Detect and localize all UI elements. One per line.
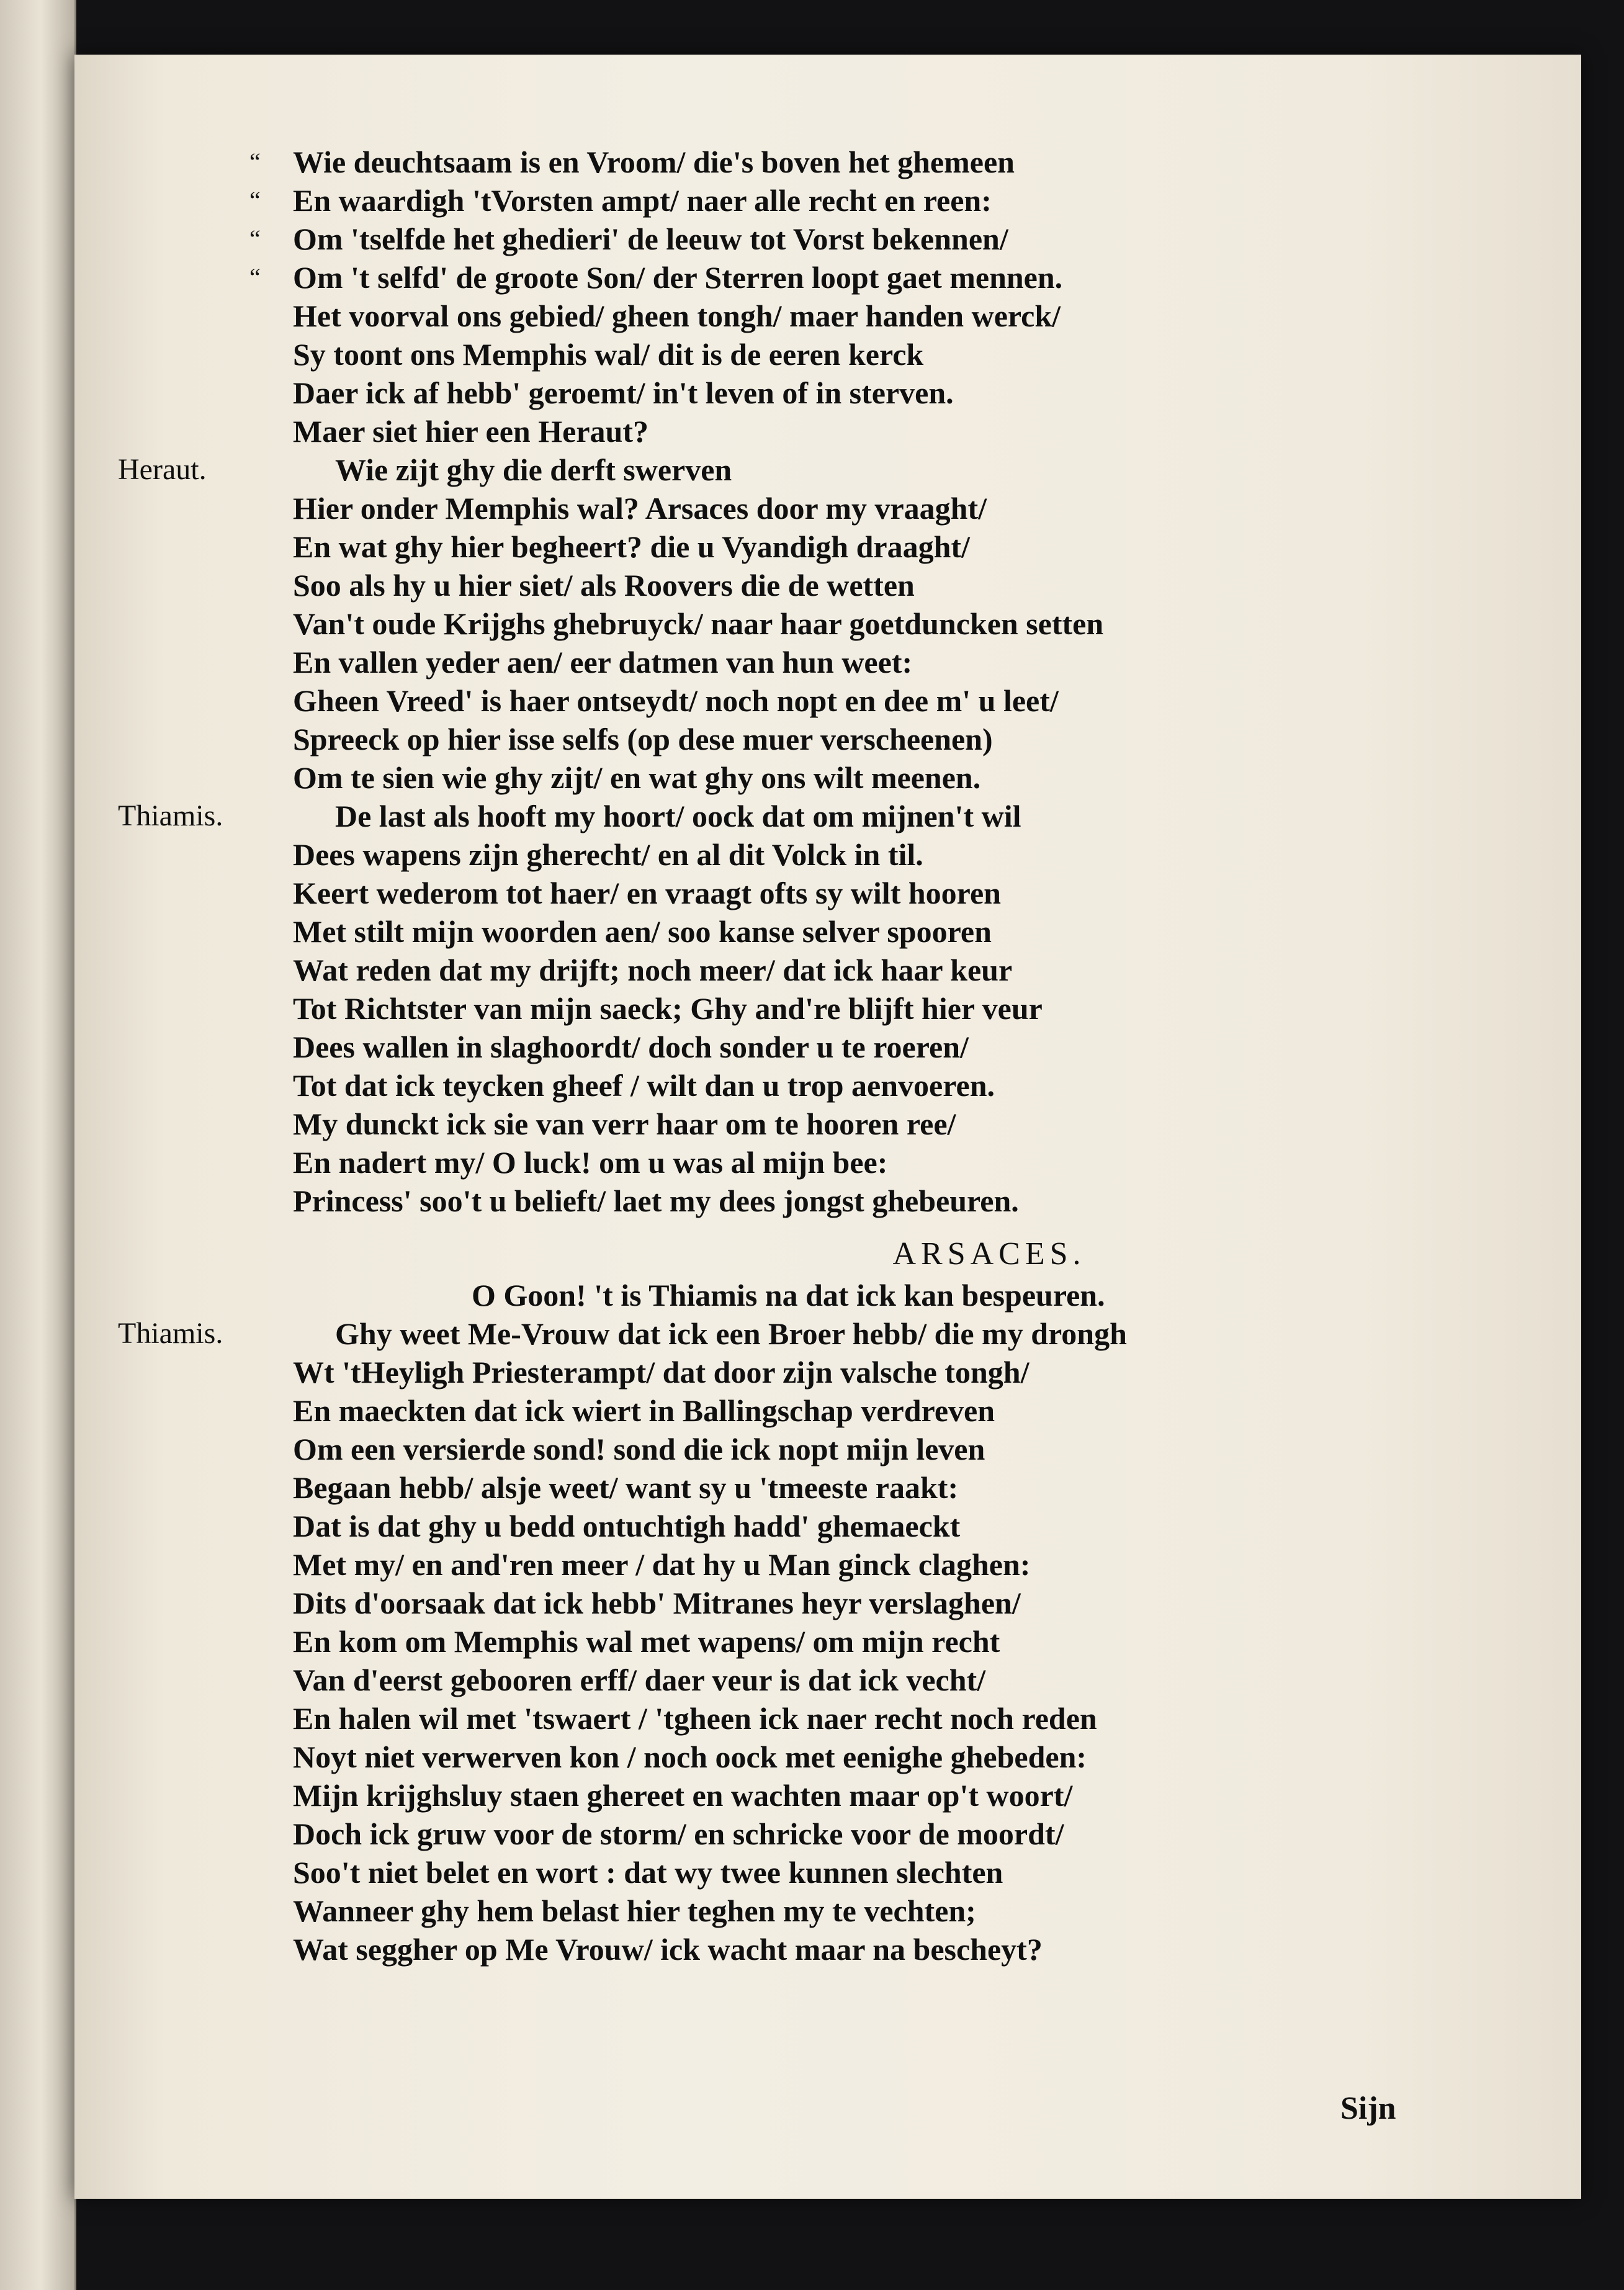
verse-text-line: Dees wapens zijn gherecht/ en al dit Volck in til. [293, 837, 923, 872]
verse-text-line: Om 'tselfde het ghedieri' de leeuw tot Vorst bekennen/ [293, 222, 1008, 256]
verse-line [74, 989, 1581, 1028]
verse-line [74, 1815, 1581, 1853]
verse-text-line: Gheen Vreed' is haer ontseydt/ noch nopt en dee m' u leet/ [293, 683, 1059, 718]
verse-line [74, 1066, 1581, 1105]
verse-line [74, 1353, 1581, 1391]
verse-text-line: O Goon! 't is Thiamis na dat ick kan bespeuren. [472, 1278, 1105, 1313]
verse-line [74, 951, 1581, 989]
verse-line [74, 566, 1581, 604]
verse-text-line: Dits d'oorsaak dat ick hebb' Mitranes heyr verslaghen/ [293, 1586, 1021, 1620]
verse-text-line: Tot Richtster van mijn saeck; Ghy and're blijft hier veur [293, 991, 1043, 1026]
book-page [74, 55, 1581, 2199]
verse-line [74, 1028, 1581, 1066]
verse-text-line: Wat seggher op Me Vrouw/ ick wacht maar na bescheyt? [293, 1932, 1043, 1967]
verse-text-line: Om een versierde sond! sond die ick nopt mijn leven [293, 1432, 985, 1466]
verse-text-line: Doch ick gruw voor de storm/ en schricke voor de moordt/ [293, 1816, 1064, 1851]
character-heading: ARSACES. [892, 1236, 1086, 1272]
verse-line [74, 335, 1581, 374]
verse-text-line: Soo't niet belet en wort : dat wy twee kunnen slechten [293, 1855, 1003, 1890]
verse-text-line: Met my/ en and'ren meer / dat hy u Man ginck claghen: [293, 1547, 1031, 1582]
verse-text-line: Wie deuchtsaam is en Vroom/ die's boven het ghemeen [293, 145, 1015, 179]
verse-text-line: Daer ick af hebb' geroemt/ in't leven of in sterven. [293, 375, 954, 410]
verse-text-line: En maeckten dat ick wiert in Ballingschap verdreven [293, 1393, 995, 1428]
verse-line [74, 412, 1581, 451]
verse-line [74, 220, 1581, 258]
verse-line [74, 528, 1581, 566]
verse-line [74, 143, 1581, 181]
verse-line [74, 451, 1581, 489]
quote-mark: “ [249, 225, 261, 253]
speaker-name: Heraut. [118, 453, 207, 486]
verse-line [74, 835, 1581, 874]
verse-line [74, 258, 1581, 297]
verse-line [74, 181, 1581, 220]
verse-line [74, 758, 1581, 797]
verse-line [74, 489, 1581, 528]
facing-page-edge [0, 0, 76, 2290]
verse-text [74, 143, 1581, 1969]
verse-text-line: Ghy weet Me-Vrouw dat ick een Broer hebb/ die my drongh [335, 1316, 1127, 1351]
verse-line [74, 604, 1581, 643]
speaker-name: Thiamis. [118, 799, 223, 832]
verse-text-line: En kom om Memphis wal met wapens/ om mijn recht [293, 1624, 1000, 1659]
verse-line [74, 1699, 1581, 1738]
verse-text-line: Hier onder Memphis wal? Arsaces door my vraaght/ [293, 491, 987, 526]
verse-section-1 [74, 143, 1581, 1220]
verse-text-line: Wt 'tHeyligh Priesterampt/ dat door zijn valsche tongh/ [293, 1355, 1030, 1390]
verse-text-line: Met stilt mijn woorden aen/ soo kanse selver spooren [293, 914, 992, 949]
verse-text-line: Van d'eerst gebooren erff/ daer veur is dat ick vecht/ [293, 1663, 986, 1697]
verse-text-line: En vallen yeder aen/ eer datmen van hun weet: [293, 645, 913, 680]
verse-line [74, 1391, 1581, 1430]
verse-text-line: Begaan hebb/ alsje weet/ want sy u 'tmeeste raakt: [293, 1470, 959, 1505]
catchword: Sijn [1340, 2091, 1396, 2126]
verse-text-line: Wanneer ghy hem belast hier teghen my te vechten; [293, 1893, 976, 1928]
verse-text-line: En nadert my/ O luck! om u was al mijn bee: [293, 1145, 888, 1180]
verse-text-line: Spreeck op hier isse selfs (op dese muer verscheenen) [293, 722, 993, 757]
verse-line [74, 1622, 1581, 1661]
verse-line [74, 1430, 1581, 1468]
verse-text-line: Van't oude Krijghs ghebruyck/ naar haar goetduncken setten [293, 606, 1104, 641]
verse-line [74, 1468, 1581, 1507]
verse-line [74, 797, 1581, 835]
verse-text-line: En wat ghy hier begheert? die u Vyandigh draaght/ [293, 529, 970, 564]
verse-text-line: En waardigh 'tVorsten ampt/ naer alle recht en reen: [293, 183, 992, 218]
verse-line [74, 874, 1581, 912]
verse-text-line: Wat reden dat my drijft; noch meer/ dat ick haar keur [293, 953, 1013, 987]
verse-text-line: Soo als hy u hier siet/ als Roovers die de wetten [293, 568, 915, 603]
verse-line [74, 1853, 1581, 1892]
verse-line [74, 1930, 1581, 1969]
verse-text-line: Dat is dat ghy u bedd ontuchtigh hadd' ghemaeckt [293, 1509, 961, 1543]
verse-text-line: Maer siet hier een Heraut? [293, 414, 648, 449]
verse-section-2 [74, 1314, 1581, 1969]
verse-line [74, 720, 1581, 758]
verse-line [74, 1738, 1581, 1776]
verse-text-line: Wie zijt ghy die derft swerven [335, 452, 732, 487]
verse-line [74, 374, 1581, 412]
verse-line [74, 912, 1581, 951]
verse-line [74, 1276, 1581, 1314]
verse-text-line: Om 't selfd' de groote Son/ der Sterren loopt gaet mennen. [293, 260, 1063, 295]
verse-line [74, 1182, 1581, 1220]
verse-line [74, 297, 1581, 335]
verse-text-line: Het voorval ons gebied/ gheen tongh/ maer handen werck/ [293, 299, 1061, 333]
verse-line [74, 643, 1581, 681]
verse-line [74, 1661, 1581, 1699]
quote-mark: “ [249, 263, 261, 291]
verse-line [74, 681, 1581, 720]
verse-line [74, 1314, 1581, 1353]
verse-text-line: Mijn krijghsluy staen ghereet en wachten maar op't woort/ [293, 1778, 1073, 1813]
verse-line [74, 1584, 1581, 1622]
verse-line [74, 1545, 1581, 1584]
verse-text-line: Om te sien wie ghy zijt/ en wat ghy ons wilt meenen. [293, 760, 981, 795]
verse-text-line: Tot dat ick teycken gheef / wilt dan u trop aenvoeren. [293, 1068, 995, 1103]
verse-text-line: Noyt niet verwerven kon / noch oock met eenighe ghebeden: [293, 1740, 1087, 1774]
verse-line [74, 1776, 1581, 1815]
speaker-name: Thiamis. [118, 1317, 223, 1350]
verse-line [74, 1143, 1581, 1182]
verse-text-line: My dunckt ick sie van verr haar om te hooren ree/ [293, 1107, 956, 1141]
verse-line [74, 1892, 1581, 1930]
verse-text-line: De last als hooft my hoort/ oock dat om mijnen't wil [335, 799, 1021, 833]
verse-text-line: Princess' soo't u belieft/ laet my dees jongst ghebeuren. [293, 1183, 1019, 1218]
verse-text-line: En halen wil met 'tswaert / 'tgheen ick naer recht noch reden [293, 1701, 1097, 1736]
quote-mark: “ [249, 186, 261, 214]
quote-mark: “ [249, 148, 261, 176]
verse-line [74, 1507, 1581, 1545]
verse-text-line: Sy toont ons Memphis wal/ dit is de eeren kerck [293, 337, 924, 372]
verse-text-line: Dees wallen in slaghoordt/ doch sonder u te roeren/ [293, 1030, 969, 1064]
verse-line [74, 1105, 1581, 1143]
verse-text-line: Keert wederom tot haer/ en vraagt ofts sy wilt hooren [293, 876, 1001, 910]
